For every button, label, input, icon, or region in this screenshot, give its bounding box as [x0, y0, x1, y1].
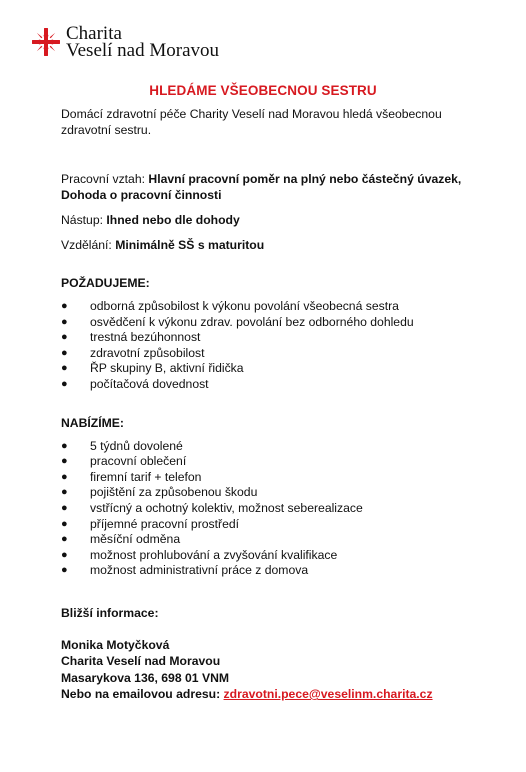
list-item	[61, 548, 481, 564]
document-body	[61, 106, 481, 703]
bullet-icon: ●	[61, 300, 68, 312]
intro-text: Domácí zdravotní péče Charity Veselí nad Moravou hledá všeobecnou zdravotní sestru.	[61, 107, 442, 137]
contact-name: Monika Motyčková	[61, 637, 170, 652]
bullet-icon: ●	[61, 315, 68, 328]
list-item-text: 5 týdnů dovolené	[90, 438, 183, 453]
bullet-icon: ●	[61, 455, 68, 468]
list-item	[61, 346, 481, 362]
offer-list	[61, 439, 481, 579]
list-item-text: osvědčení k výkonu zdrav. povolání bez odborného dohledu	[90, 314, 414, 329]
email-link[interactable]: zdravotni.pece@veselinm.charita.cz	[223, 687, 433, 702]
bullet-icon: ●	[61, 517, 68, 530]
list-item-text: zdravotní způsobilost	[90, 345, 205, 360]
detail-value: Ihned nebo dle dohody	[106, 213, 240, 227]
contact-address: Masarykova 136, 698 01 VNM	[61, 670, 230, 685]
bullet-icon: ●	[61, 470, 68, 483]
bullet-icon: ●	[61, 548, 68, 561]
list-item-text: odborná způsobilost k výkonu povolání všeobecná sestra	[90, 299, 399, 313]
list-item-text: možnost administrativní práce z domova	[90, 563, 309, 578]
list-item	[61, 501, 481, 517]
list-item-text: pracovní oblečení	[90, 454, 187, 469]
email-label: Nebo na emailovou adresu:	[61, 687, 224, 702]
list-item-text: měsíční odměna	[90, 532, 181, 547]
list-item	[61, 517, 481, 533]
list-item	[61, 299, 481, 315]
bullet-icon: ●	[61, 377, 68, 390]
page-title: HLEDÁME VŠEOBECNOU SESTRU	[149, 83, 377, 98]
bullet-icon: ●	[61, 533, 68, 546]
bullet-icon: ●	[61, 439, 68, 452]
list-item	[61, 485, 481, 501]
list-item	[61, 361, 481, 377]
list-item	[61, 454, 481, 470]
detail-start	[61, 212, 481, 228]
logo-line-1: Charita	[66, 23, 122, 44]
detail-label: Vzdělání:	[61, 238, 116, 252]
charita-cross-icon	[31, 27, 61, 57]
logo-wordmark	[66, 25, 219, 59]
logo-line-2: Veselí nad Moravou	[66, 40, 220, 61]
contact-organization: Charita Veselí nad Moravou	[61, 654, 221, 669]
offer-heading: NABÍZÍME:	[61, 415, 124, 430]
list-item-text: počítačová dovednost	[90, 376, 209, 391]
list-item	[61, 532, 481, 548]
list-item-text: firemní tarif + telefon	[90, 469, 202, 484]
list-item	[61, 330, 481, 346]
bullet-icon: ●	[61, 486, 68, 499]
contact-heading: Bližší informace:	[61, 605, 159, 620]
bullet-icon: ●	[61, 501, 68, 514]
list-item-text: pojištění za způsobenou škodu	[90, 485, 258, 500]
detail-label: Nástup:	[61, 213, 107, 227]
bullet-icon: ●	[61, 331, 68, 344]
list-item	[61, 470, 481, 486]
list-item	[61, 377, 481, 393]
bullet-icon: ●	[61, 564, 68, 577]
list-item-text: možnost prohlubování a zvyšování kvalifikace	[90, 547, 338, 562]
list-item-text: příjemné pracovní prostředí	[90, 516, 240, 531]
detail-education	[61, 237, 481, 253]
contact-email-line	[61, 686, 481, 702]
detail-value: Hlavní pracovní poměr na plný nebo částečný úvazek, Dohoda o pracovní činnosti	[61, 172, 462, 202]
list-item	[61, 439, 481, 455]
bullet-icon: ●	[61, 346, 68, 359]
detail-value: Minimálně SŠ s maturitou	[115, 238, 265, 252]
list-item-text: vstřícný a ochotný kolektiv, možnost seberealizace	[90, 500, 363, 515]
detail-label: Pracovní vztah:	[61, 172, 149, 186]
requirements-heading: POŽADUJEME:	[61, 276, 150, 290]
list-item	[61, 315, 481, 331]
requirements-list	[61, 299, 481, 393]
list-item-text: ŘP skupiny B, aktivní řidička	[90, 361, 244, 376]
list-item-text: trestná bezúhonnost	[90, 330, 201, 345]
contact-block	[61, 637, 481, 703]
bullet-icon: ●	[61, 362, 68, 375]
list-item	[61, 563, 481, 579]
charita-logo	[31, 24, 219, 60]
detail-employment	[61, 171, 481, 203]
